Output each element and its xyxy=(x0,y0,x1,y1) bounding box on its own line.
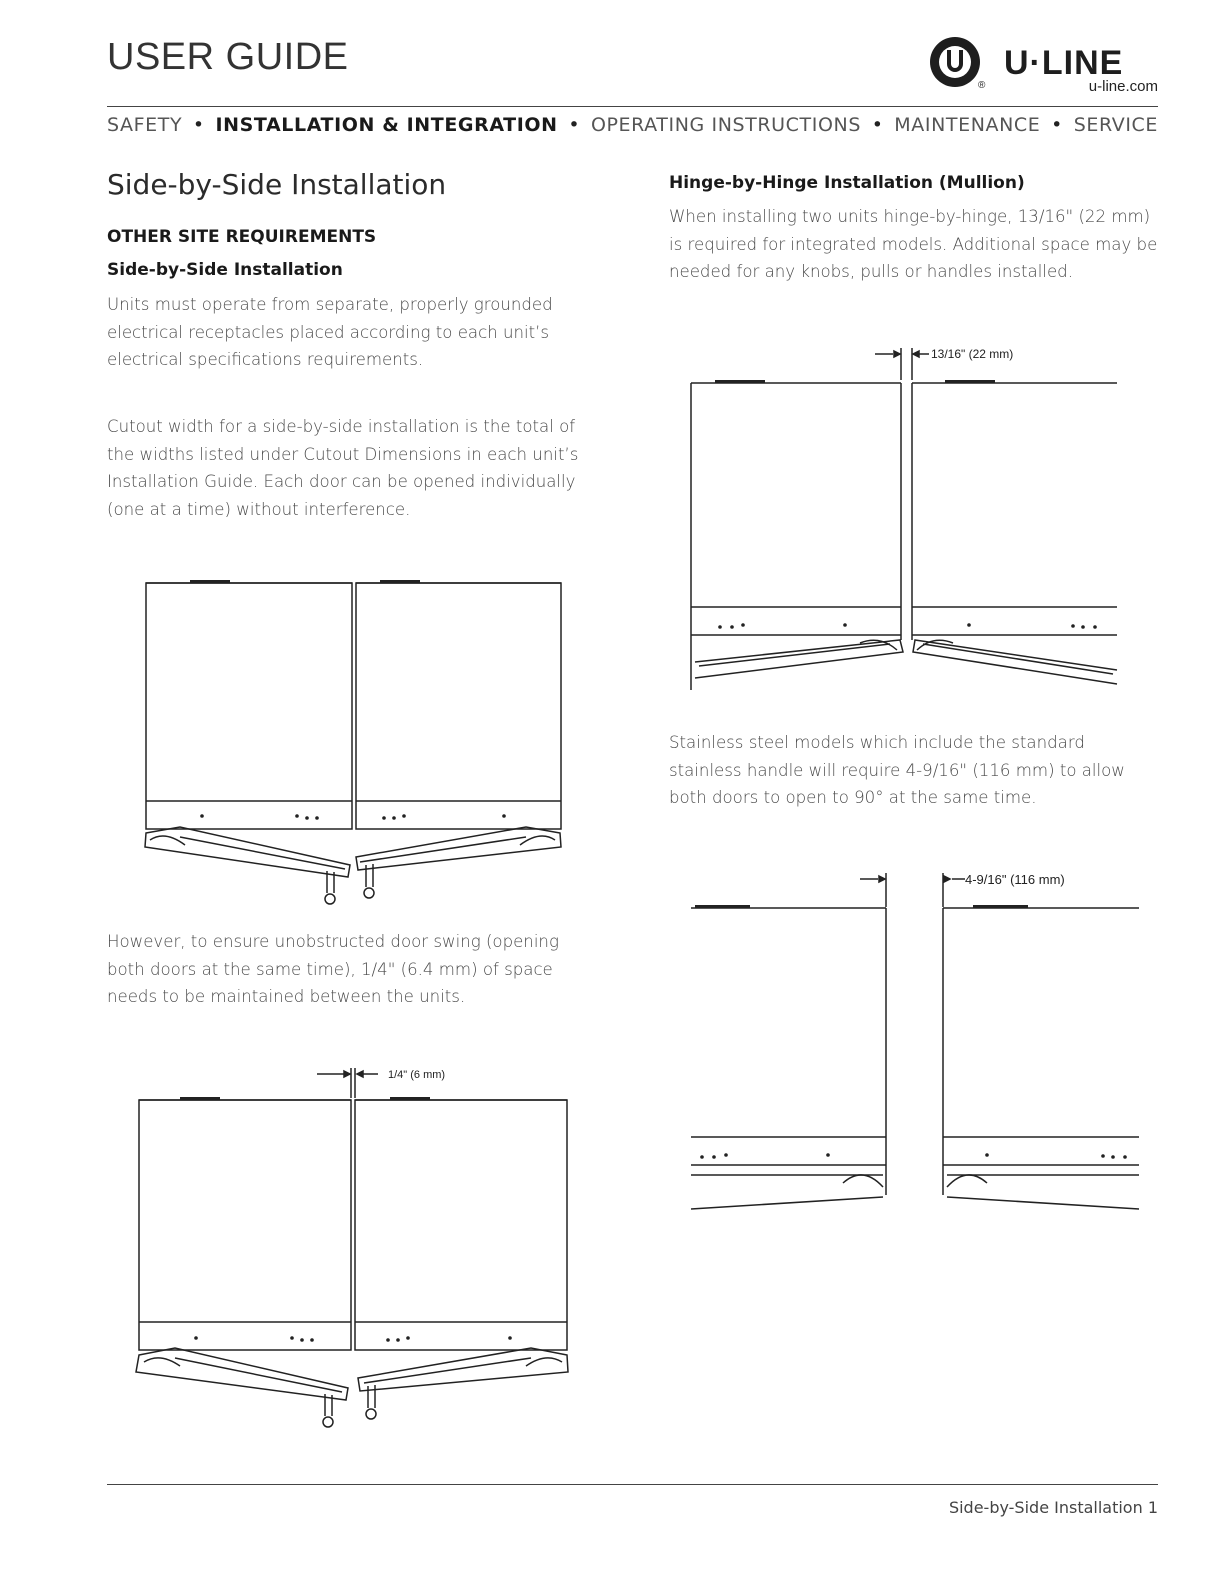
door-swing-paragraph: However, to ensure unobstructed door swing (opening both doors at the same time), 1/4" (6.4 mm) of space needs to be maintained between the units. xyxy=(107,932,559,1006)
mullion-dimension-label: 13/16" (22 mm) xyxy=(931,347,1014,361)
page-footer: Side-by-Side Installation 1 xyxy=(948,1498,1158,1517)
brand-url[interactable]: u-line.com xyxy=(1088,78,1158,95)
brand-wordmark: U·LINE xyxy=(1004,44,1124,82)
quarter-inch-gap-diagram xyxy=(130,1060,580,1440)
nav-item-maintenance[interactable]: MAINTENANCE xyxy=(894,114,1041,136)
header-divider xyxy=(107,106,1158,107)
nav-separator: • xyxy=(192,114,205,136)
hinge-by-hinge-integrated-diagram xyxy=(685,340,1125,700)
nav-separator: • xyxy=(568,114,581,136)
hinge-by-hinge-heading: Hinge-by-Hinge Installation (Mullion) xyxy=(669,173,1025,193)
nav-item-safety[interactable]: SAFETY xyxy=(107,114,183,136)
nav-separator: • xyxy=(871,114,884,136)
hinge-by-hinge-stainless-diagram xyxy=(685,865,1145,1225)
nav-item-service[interactable]: SERVICE xyxy=(1073,114,1158,136)
nav-separator: • xyxy=(1051,114,1063,136)
section-nav xyxy=(107,114,1158,136)
page-title: USER GUIDE xyxy=(107,36,349,78)
footer-divider xyxy=(107,1484,1158,1485)
gap-dimension-label: 1/4" (6 mm) xyxy=(388,1069,446,1081)
hinge-by-hinge-paragraph: When installing two units hinge-by-hinge, 13/16" (22 mm) is required for integrated models. Additional space may be needed for any knobs, pulls or handles installed. xyxy=(669,207,1158,281)
electrical-paragraph: Units must operate from separate, properly grounded electrical receptacles placed according to each unit’s electrical specifications requirements. xyxy=(107,295,553,369)
nav-item-operating[interactable]: OPERATING INSTRUCTIONS xyxy=(590,114,861,136)
side-by-side-subheading: Side-by-Side Installation xyxy=(107,260,343,280)
side-by-side-diagram xyxy=(140,575,570,910)
nav-item-installation[interactable]: INSTALLATION & INTEGRATION xyxy=(215,114,558,136)
cutout-width-paragraph: Cutout width for a side-by-side installation is the total of the widths listed under Cutout Dimensions in each unit’s Installation Guide. Each door can be opened individually (one at a time) without interference. xyxy=(107,417,579,519)
site-requirements-heading: OTHER SITE REQUIREMENTS xyxy=(107,227,377,247)
section-title: Side-by-Side Installation xyxy=(107,168,447,201)
registered-mark: ® xyxy=(978,80,986,91)
stainless-paragraph: Stainless steel models which include the standard stainless handle will require 4-9/16" (116 mm) to allow both doors to open to 90° at the same time. xyxy=(669,733,1125,807)
stainless-dimension-label: 4-9/16" (116 mm) xyxy=(965,872,1065,887)
